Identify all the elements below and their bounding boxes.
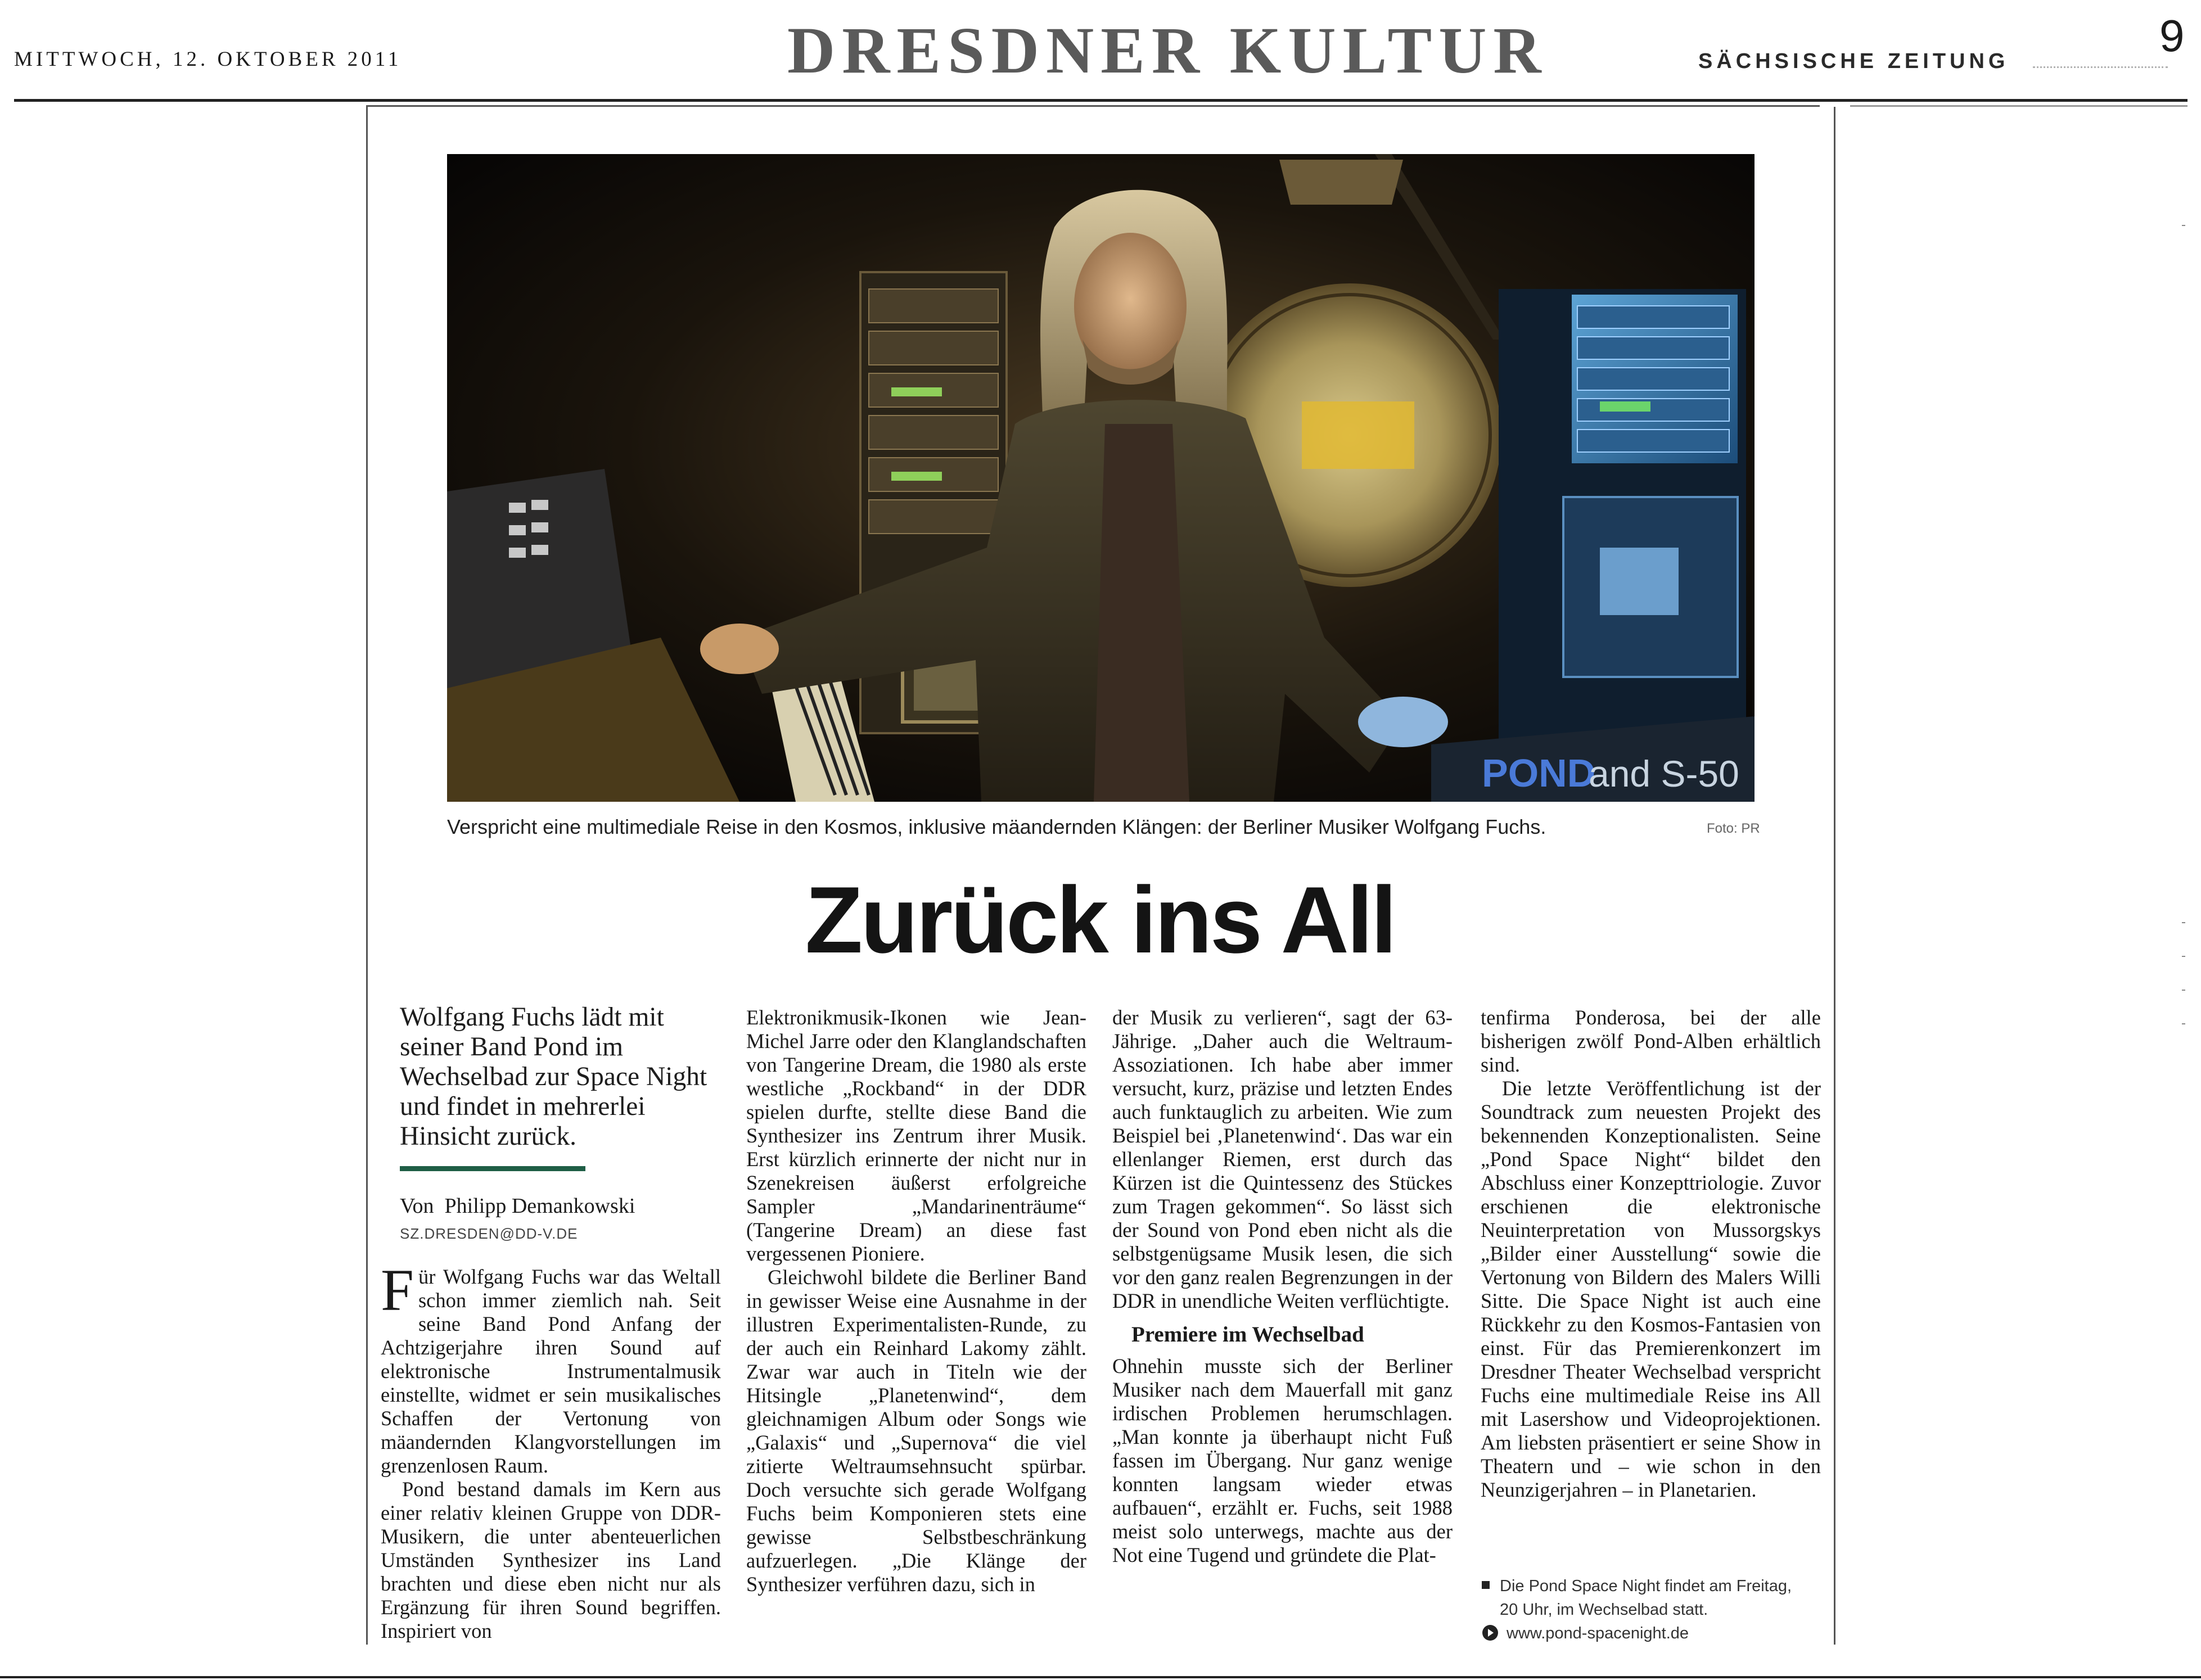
keyboard-model-text: and S-50: [1589, 753, 1739, 794]
paragraph-text: ür Wolfgang Fuchs war das Weltall schon immer ziemlich nah. Seit seine Band Pond Anfang der Achtzigerjahre ihren Sound auf elektronische Instrumentalmusik einstellte, widmet er sein musikalisches Schaffen der Vertonung von mäandernden Klangvorstellungen im grenzenlosen Raum.: [381, 1265, 721, 1477]
photo-credit: Foto: PR: [1707, 821, 1760, 836]
margin-mark: [2182, 1023, 2185, 1024]
info-line: [1482, 1598, 1792, 1622]
info-text: Die Pond Space Night findet am Freitag,: [1500, 1577, 1792, 1595]
article-lead: Wolfgang Fuchs lädt mit seiner Band Pond im Wechselbad zur Space Night und findet in mehrerlei Hinsicht zurück.: [400, 1002, 707, 1151]
article-column-2: [746, 1006, 1086, 1596]
paragraph: [381, 1257, 721, 1478]
drop-cap: F: [381, 1257, 414, 1323]
issue-date: MITTWOCH, 12. OKTOBER 2011: [14, 48, 402, 71]
article-photo: [447, 154, 1755, 802]
info-text: 20 Uhr, im Wechselbad statt.: [1500, 1601, 1708, 1619]
byline-author: Philipp Demankowski: [444, 1194, 635, 1218]
photo-caption: Verspricht eine multimediale Reise in den Kosmos, inklusive mäandernden Klängen: der Berliner Musiker Wolfgang Fuchs.: [447, 815, 1546, 838]
right-column-divider: [1834, 107, 1835, 1645]
author-email: SZ.DRESDEN@DD-V.DE: [400, 1225, 578, 1242]
section-title: DRESDNER KULTUR: [787, 13, 1548, 87]
article-column-1: [381, 1257, 721, 1643]
column-top-rule: [366, 105, 1820, 107]
lead-accent-rule: [400, 1166, 585, 1171]
paragraph: Gleichwohl bildete die Berliner Band in gewisser Weise eine Ausnahme in der illustren Experimentalisten-Runde, zu der auch ein Reinhard Lakomy zählt. Zwar war auch in Titeln wie der Hitsingle „Planetenwind“, dem gleichnamigen Album oder Songs wie „Galaxis“ und „Supernova“ die viel zitierte Weltraumsehnsucht spürbar. Doch versuchte sich gerade Wolfgang Fuchs beim Komponieren stets eine gewisse Selbstbeschränkung aufzuerlegen. „Die Klänge der Synthesizer verführen dazu, sich in: [746, 1266, 1086, 1596]
newspaper-name: SÄCHSISCHE ZEITUNG: [1698, 49, 2009, 73]
byline-prefix: Von: [400, 1194, 434, 1218]
paragraph: der Musik zu verlieren“, sagt der 63-Jährige. „Daher auch die Weltraum-Assoziationen. Ich habe aber immer versucht, kurz, präzise und letzten Endes auch funktauglich zu arbeiten. Wie zum Beispiel bei ‚Planetenwind‘. Das war ein ellenlanger Riemen, erst durch das Kürzen ist die Quintessenz des Stückes zum Tragen gekommen“. So lässt sich der Sound von Pond eben nicht als die selbstgenügsame Musik lesen, die sich vor den ganz realen Begrenzungen in der DDR in unendliche Weiten verflüchtigte.: [1112, 1006, 1453, 1312]
section-subhead: Premiere im Wechselbad: [1131, 1322, 1364, 1347]
paragraph: Elektronikmusik-Ikonen wie Jean-Michel Jarre oder den Klanglandschaften von Tangerine Dream, die 1980 als erste westliche „Rockband“ in der DDR spielen durfte, stellte diese Band die Synthesizer ins Zentrum ihrer Musik. Erst kürzlich erinnerte der nicht nur in Szenekreisen äußerst erfolgreiche Sampler „Mandarinenträume“ (Tangerine Dream) an diese fast vergessenen Pioniere.: [746, 1006, 1086, 1265]
info-line: [1482, 1574, 1792, 1598]
article-column-4: [1481, 1006, 1821, 1502]
dotted-leader: [2033, 66, 2168, 68]
masthead-rule: [14, 99, 2188, 102]
margin-mark: [2182, 225, 2185, 226]
paragraph: Die letzte Veröffentlichung ist der Soundtrack zum neuesten Projekt des bekennenden Konzeptionalisten. Seine „Pond Space Night“ bildet den Abschluss einer Konzepttriologie. Zuvor erschienen die elektronische Neuinterpretation von Mussorgskys „Bilder einer Ausstellung“ sowie die Vertonung von Bildern des Malers Willi Sitte. Die Space Night ist auch eine Rückkehr zu den Kosmos-Fantasien von einst. Für das Premierenkonzert im Dresdner Theater Wechselbad verspricht Fuchs eine multimediale Reise ins All mit Lasershow und Videoprojektionen. Am liebsten präsentiert er seine Show in Theatern und – wie schon in den Neunzigerjahren – in Planetarien.: [1481, 1077, 1821, 1501]
page-bottom-rule: [0, 1676, 2201, 1678]
bullet-square-icon: [1482, 1581, 1490, 1589]
right-column-top-rule: [1850, 105, 2188, 107]
link-arrow-icon: [1482, 1624, 1499, 1641]
paragraph: Pond bestand damals im Kern aus einer relativ kleinen Gruppe von DDR-Musikern, die unter abenteuerlichen Umständen Synthesizer ins Land brachten und diese eben nicht nur als Ergänzung für ihren Sound begriffen. Inspiriert von: [381, 1478, 721, 1642]
article-headline: Zurück ins All: [805, 867, 1395, 973]
article-column-3: [1112, 1006, 1453, 1567]
byline: [400, 1194, 635, 1218]
website-link[interactable]: www.pond-spacenight.de: [1507, 1624, 1689, 1642]
page-number: 9: [2159, 11, 2185, 61]
info-link[interactable]: [1482, 1622, 1792, 1645]
pond-logo-text: POND: [1482, 751, 1596, 795]
event-info: [1482, 1574, 1792, 1645]
margin-mark: [2182, 956, 2185, 957]
margin-mark: [2182, 990, 2185, 991]
paragraph: tenfirma Ponderosa, bei der alle bisherigen zwölf Pond-Alben erhältlich sind.: [1481, 1006, 1821, 1076]
margin-mark: [2182, 922, 2185, 923]
paragraph: Ohnehin musste sich der Berliner Musiker nach dem Mauerfall mit ganz irdischen Problemen herumschlagen. „Man konnte ja überhaupt nicht Fuß fassen im Übergang. Nur ganz wenige konnten langsam wieder etwas aufbauen“, erzählt er. Fuchs, seit 1988 meist solo unterwegs, machte aus der Not eine Tugend und gründete die Plat-: [1112, 1354, 1453, 1566]
